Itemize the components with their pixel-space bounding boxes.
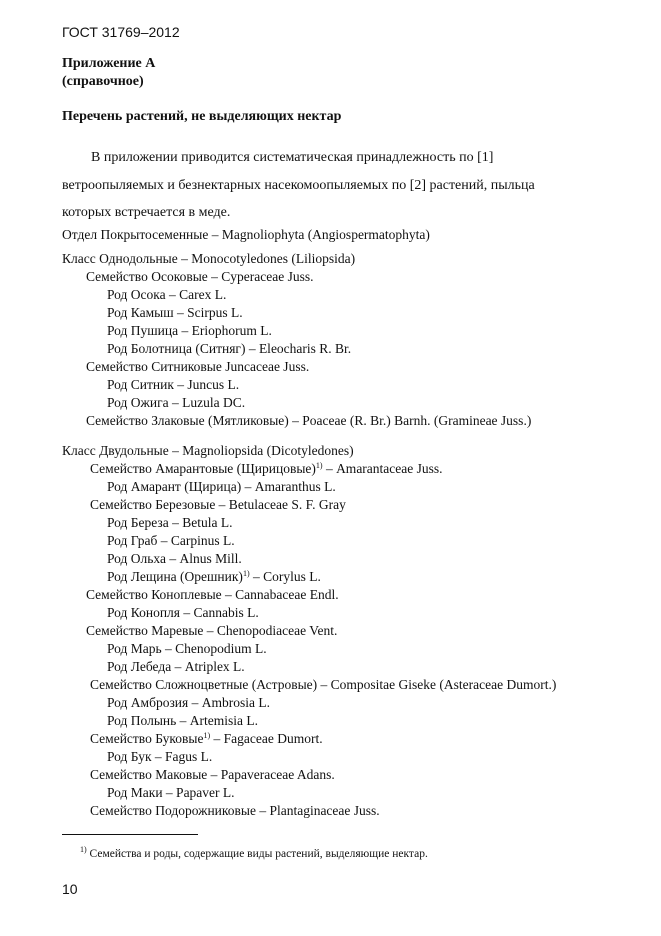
family-latin: – Amarantaceae Juss.	[322, 461, 443, 476]
family-line: Семейство Коноплевые – Cannabaceae Endl.	[86, 587, 339, 602]
genus-line: Род Лебеда – Atriplex L.	[107, 659, 245, 674]
genus-line: Род Ситник – Juncus L.	[107, 377, 240, 392]
division-line: Отдел Покрытосеменные – Magnoliophyta (Angiospermatophyta)	[62, 227, 430, 242]
appendix-type: (справочное)	[62, 74, 144, 89]
appendix-title: Приложение А	[62, 56, 156, 71]
family-line: Семейство Маревые – Chenopodiaceae Vent.	[86, 623, 338, 638]
genus-line: Род Бук – Fagus L.	[107, 749, 213, 764]
standard-header: ГОСТ 31769–2012	[62, 24, 180, 40]
family-name: Семейство Буковые	[90, 731, 204, 746]
genus-line: Род Марь – Chenopodium L.	[107, 641, 267, 656]
genus-line: Род Амброзия – Ambrosia L.	[107, 695, 270, 710]
class-line: Класс Двудольные – Magnoliopsida (Dicotyledones)	[62, 443, 354, 458]
footnote-ref: 1)	[203, 731, 211, 740]
family-line: Семейство Ситниковые Juncaceae Juss.	[86, 359, 310, 374]
footnote	[80, 845, 428, 860]
genus-line: Род Конопля – Cannabis L.	[107, 605, 259, 620]
family-line: Семейство Березовые – Betulaceae S. F. Gray	[90, 497, 346, 512]
genus-line: Род Осока – Carex L.	[107, 287, 227, 302]
intro-line: В приложении приводится систематическая принадлежность по [1]	[91, 150, 494, 165]
genus-line: Род Маки – Papaver L.	[107, 785, 235, 800]
page-number: 10	[62, 881, 78, 897]
family-line: Семейство Маковые – Papaveraceae Adans.	[90, 767, 335, 782]
genus-name: Род Лещина (Орешник)	[107, 569, 243, 584]
genus-line: Род Амарант (Щирица) – Amaranthus L.	[107, 479, 336, 494]
genus-line: Род Граб – Carpinus L.	[107, 533, 235, 548]
genus-line: Род Береза – Betula L.	[107, 515, 233, 530]
section-title: Перечень растений, не выделяющих нектар	[62, 109, 342, 124]
appendix-heading	[62, 55, 155, 91]
intro-line: которых встречается в меде.	[62, 205, 231, 220]
genus-line: Род Пушица – Eriophorum L.	[107, 323, 272, 338]
family-line: Семейство Осоковые – Cyperaceae Juss.	[86, 269, 314, 284]
intro-paragraph	[62, 144, 622, 227]
genus-line: Род Ожига – Luzula DC.	[107, 395, 246, 410]
genus-latin: – Corylus L.	[249, 569, 321, 584]
family-line	[62, 730, 323, 748]
family-line	[62, 460, 443, 478]
genus-line: Род Камыш – Scirpus L.	[107, 305, 243, 320]
footnote-ref: 1)	[242, 569, 250, 578]
class-line: Класс Однодольные – Monocotyledones (Liliopsida)	[62, 251, 356, 266]
genus-line	[62, 568, 321, 586]
genus-line: Род Ольха – Alnus Mill.	[107, 551, 242, 566]
footnote-text: Семейства и роды, содержащие виды растений, выделяющие нектар.	[86, 848, 428, 860]
footnote-divider	[62, 834, 198, 835]
family-name: Семейство Амарантовые (Щирицовые)	[90, 461, 316, 476]
genus-line: Род Полынь – Artemisia L.	[107, 713, 259, 728]
family-line: Семейство Подорожниковые – Plantaginaceae Juss.	[90, 803, 380, 818]
family-line: Семейство Сложноцветные (Астровые) – Compositae Giseke (Asteraceae Dumort.)	[90, 677, 557, 692]
intro-line: ветроопыляемых и безнектарных насекомоопыляемых по [2] растений, пыльца	[62, 177, 535, 193]
footnote-marker: 1)	[80, 845, 87, 854]
genus-line: Род Болотница (Ситняг) – Eleocharis R. Br.	[107, 341, 352, 356]
family-line: Семейство Злаковые (Мятликовые) – Poaceae (R. Br.) Barnh. (Gramineae Juss.)	[86, 413, 532, 428]
family-latin: – Fagaceae Dumort.	[210, 731, 323, 746]
footnote-ref: 1)	[315, 461, 323, 470]
